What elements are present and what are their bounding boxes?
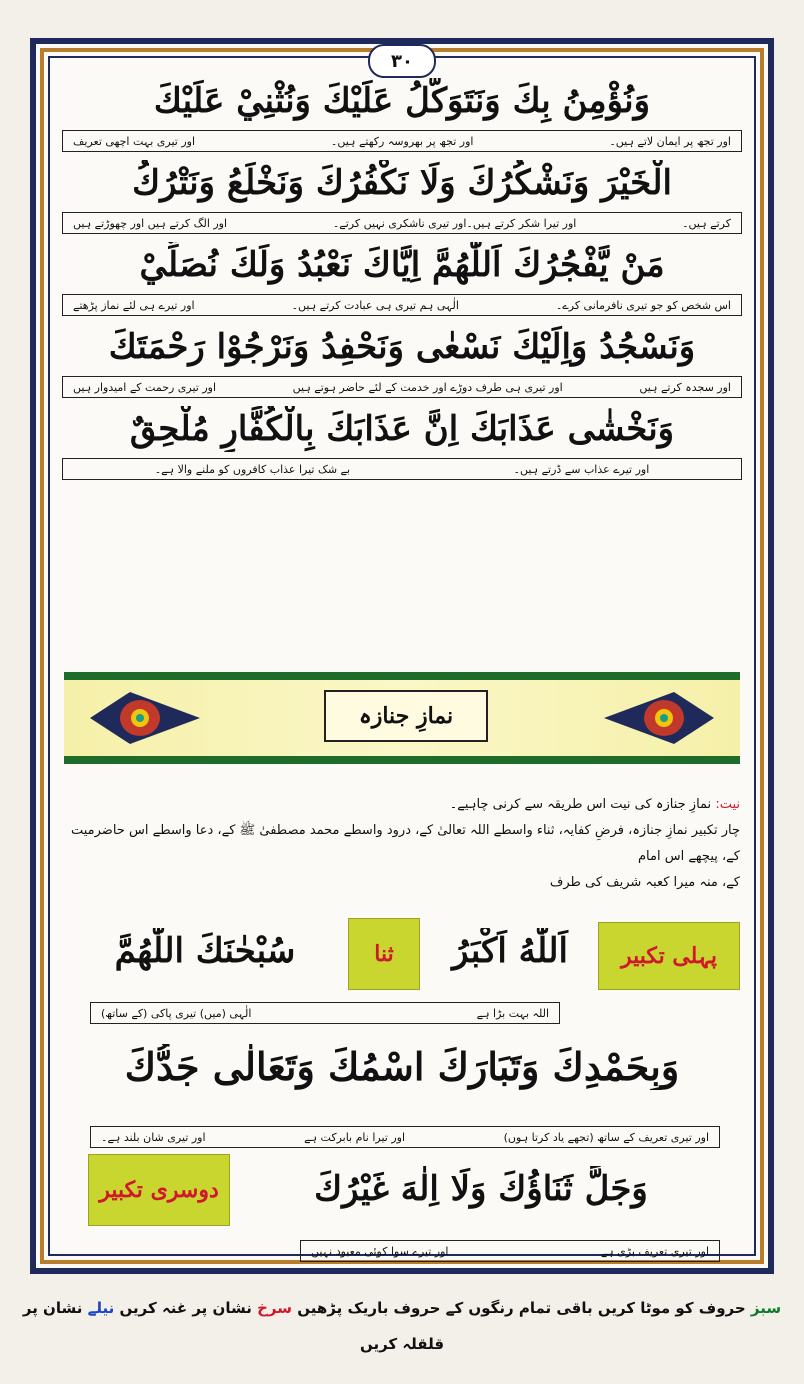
hamd-translation [90,1126,720,1148]
hamd-line: وَبِحَمْدِكَ وَتَبَارَكَ اسْمُكَ وَتَعَالٰى جَدُّكَ [124,1044,680,1089]
translation-line-2 [62,212,742,234]
second-takbeer-badge: دوسری تکبیر [88,1154,230,1226]
translation-segment: اور تیرا شکر کرتے ہیں۔اور تیری ناشکری نہیں کرتے۔ [332,216,577,230]
translation-segment: اور تیری رحمت کے امیدوار ہیں [73,380,217,394]
section-banner [64,672,740,764]
second-takbeer-arabic: وَجَلَّ ثَنَاؤُكَ وَلَا اِلٰهَ غَيْرُكَ [314,1169,648,1209]
subhanaka-text: سُبْحٰنَكَ اللّٰهُمَّ [114,931,296,971]
intent-paragraph [64,792,740,896]
arabic-line-3: مَنْ يَّفْجُرُكَ اَللّٰهُمَّ اِيَّاكَ نَعْبُدُ وَلَكَ نُصَلِّيْ [139,245,665,285]
intent-label: نیت: [715,797,740,812]
translation-segment: بے شک تیرا عذاب کافروں کو ملنے والا ہے۔ [154,462,351,476]
translation-segment: اور تیرا نام بابرکت ہے [304,1130,406,1144]
translation-segment: کرتے ہیں۔ [682,216,731,230]
translation-segment: الٰہی ہم تیری ہی عبادت کرتے ہیں۔ [291,298,459,312]
page-number: ۳۰ [368,44,436,78]
second-takbeer-translation [300,1240,720,1262]
arabic-line-5: وَنَخْشٰى عَذَابَكَ اِنَّ عَذَابَكَ بِالْكُفَّارِ مُلْحِقٌ [129,409,675,449]
tajweed-footer-note [8,1290,796,1362]
first-takbeer-translation [90,1002,560,1024]
translation-line-1 [62,130,742,152]
arabic-line-2: الْخَيْرَ وَنَشْكُرُكَ وَلَا نَكْفُرُكَ وَنَخْلَعُ وَنَتْرُكُ [132,163,672,203]
translation-segment: اور سجدہ کرتے ہیں [639,380,731,394]
footer-text: حروف کو موٹا کریں باقی تمام رنگوں کے حروف باریک پڑھیں [297,1299,746,1317]
translation-segment: اور تجھ پر ایمان لاتے ہیں۔ [609,134,731,148]
translation-segment: الٰہی (میں) تیری پاکی (کے ساتھ) [101,1006,252,1020]
red-color-word: سرخ [257,1299,292,1317]
first-takbeer-badge: پہلی تکبیر [598,922,740,990]
section-title: نمازِ جنازہ [324,690,488,742]
thana-badge: ثنا [348,918,420,990]
arabic-line-1: وَنُؤْمِنُ بِكَ وَنَتَوَكَّلُ عَلَيْكَ وَنُثْنِيْ عَلَيْكَ [153,81,651,121]
floral-ornament-icon [90,686,200,750]
arabic-line-4: وَنَسْجُدُ وَاِلَيْكَ نَسْعٰى وَنَحْفِدُ وَنَرْجُوْا رَحْمَتَكَ [108,327,696,367]
translation-line-5 [62,458,742,480]
translation-segment: اور تیری تعریف کے ساتھ (تجھے یاد کرتا ہوں) [503,1130,709,1144]
translation-line-4 [62,376,742,398]
translation-segment: اور تیرے ہی لئے نماز پڑھتے [73,298,195,312]
translation-segment: اور تیری ہی طرف دوڑے اور خدمت کے لئے حاضر ہوتے ہیں [292,380,563,394]
dua-qunoot-block [62,78,742,488]
translation-segment: اور تیرے سوا کوئی معبود نہیں [311,1244,449,1258]
translation-segment: اس شخص کو جو تیری نافرمانی کرے۔ [555,298,731,312]
translation-segment: اور تیری بہت اچھی تعریف [73,134,196,148]
green-color-word: سبز [750,1299,782,1317]
intent-line-2: چار تکبیر نمازِ جنازہ، فرضِ کفایہ، ثناء واسطے اللہ تعالیٰ کے، درود واسطے محمد مصطفیٰ ﷺ کے، دعا واسطے اس حاضرمیت کے، پیچھے اس امام [70,823,740,864]
translation-segment: اور تجھ پر بھروسہ رکھتے ہیں۔ [330,134,474,148]
translation-segment: اور تیری شان بلند ہے۔ [101,1130,206,1144]
translation-segment: اور الگ کرتے ہیں اور چھوڑتے ہیں [73,216,228,230]
first-takbeer-row [64,918,740,988]
allahu-akbar-text: اَللّٰهُ اَكْبَرُ [452,931,568,971]
translation-segment: اور تیری تعریف بڑی ہے [600,1244,709,1258]
footer-text: نشان پر غنہ کریں [119,1299,252,1317]
intent-line-1 [64,792,740,818]
translation-line-3 [62,294,742,316]
blue-color-word: نیلے [87,1299,115,1317]
intent-text: نمازِ جنازہ کی نیت اس طریقہ سے کرنی چاہیے۔ [449,797,712,812]
intent-line-3: کے، منہ میرا کعبہ شریف کی طرف [549,875,740,890]
translation-segment: اور تیرے عذاب سے ڈرتے ہیں۔ [513,462,650,476]
translation-segment: اللہ بہت بڑا ہے [476,1006,549,1020]
floral-ornament-icon [604,686,714,750]
footer-text: نشان پر قلقلہ کریں [22,1299,445,1353]
